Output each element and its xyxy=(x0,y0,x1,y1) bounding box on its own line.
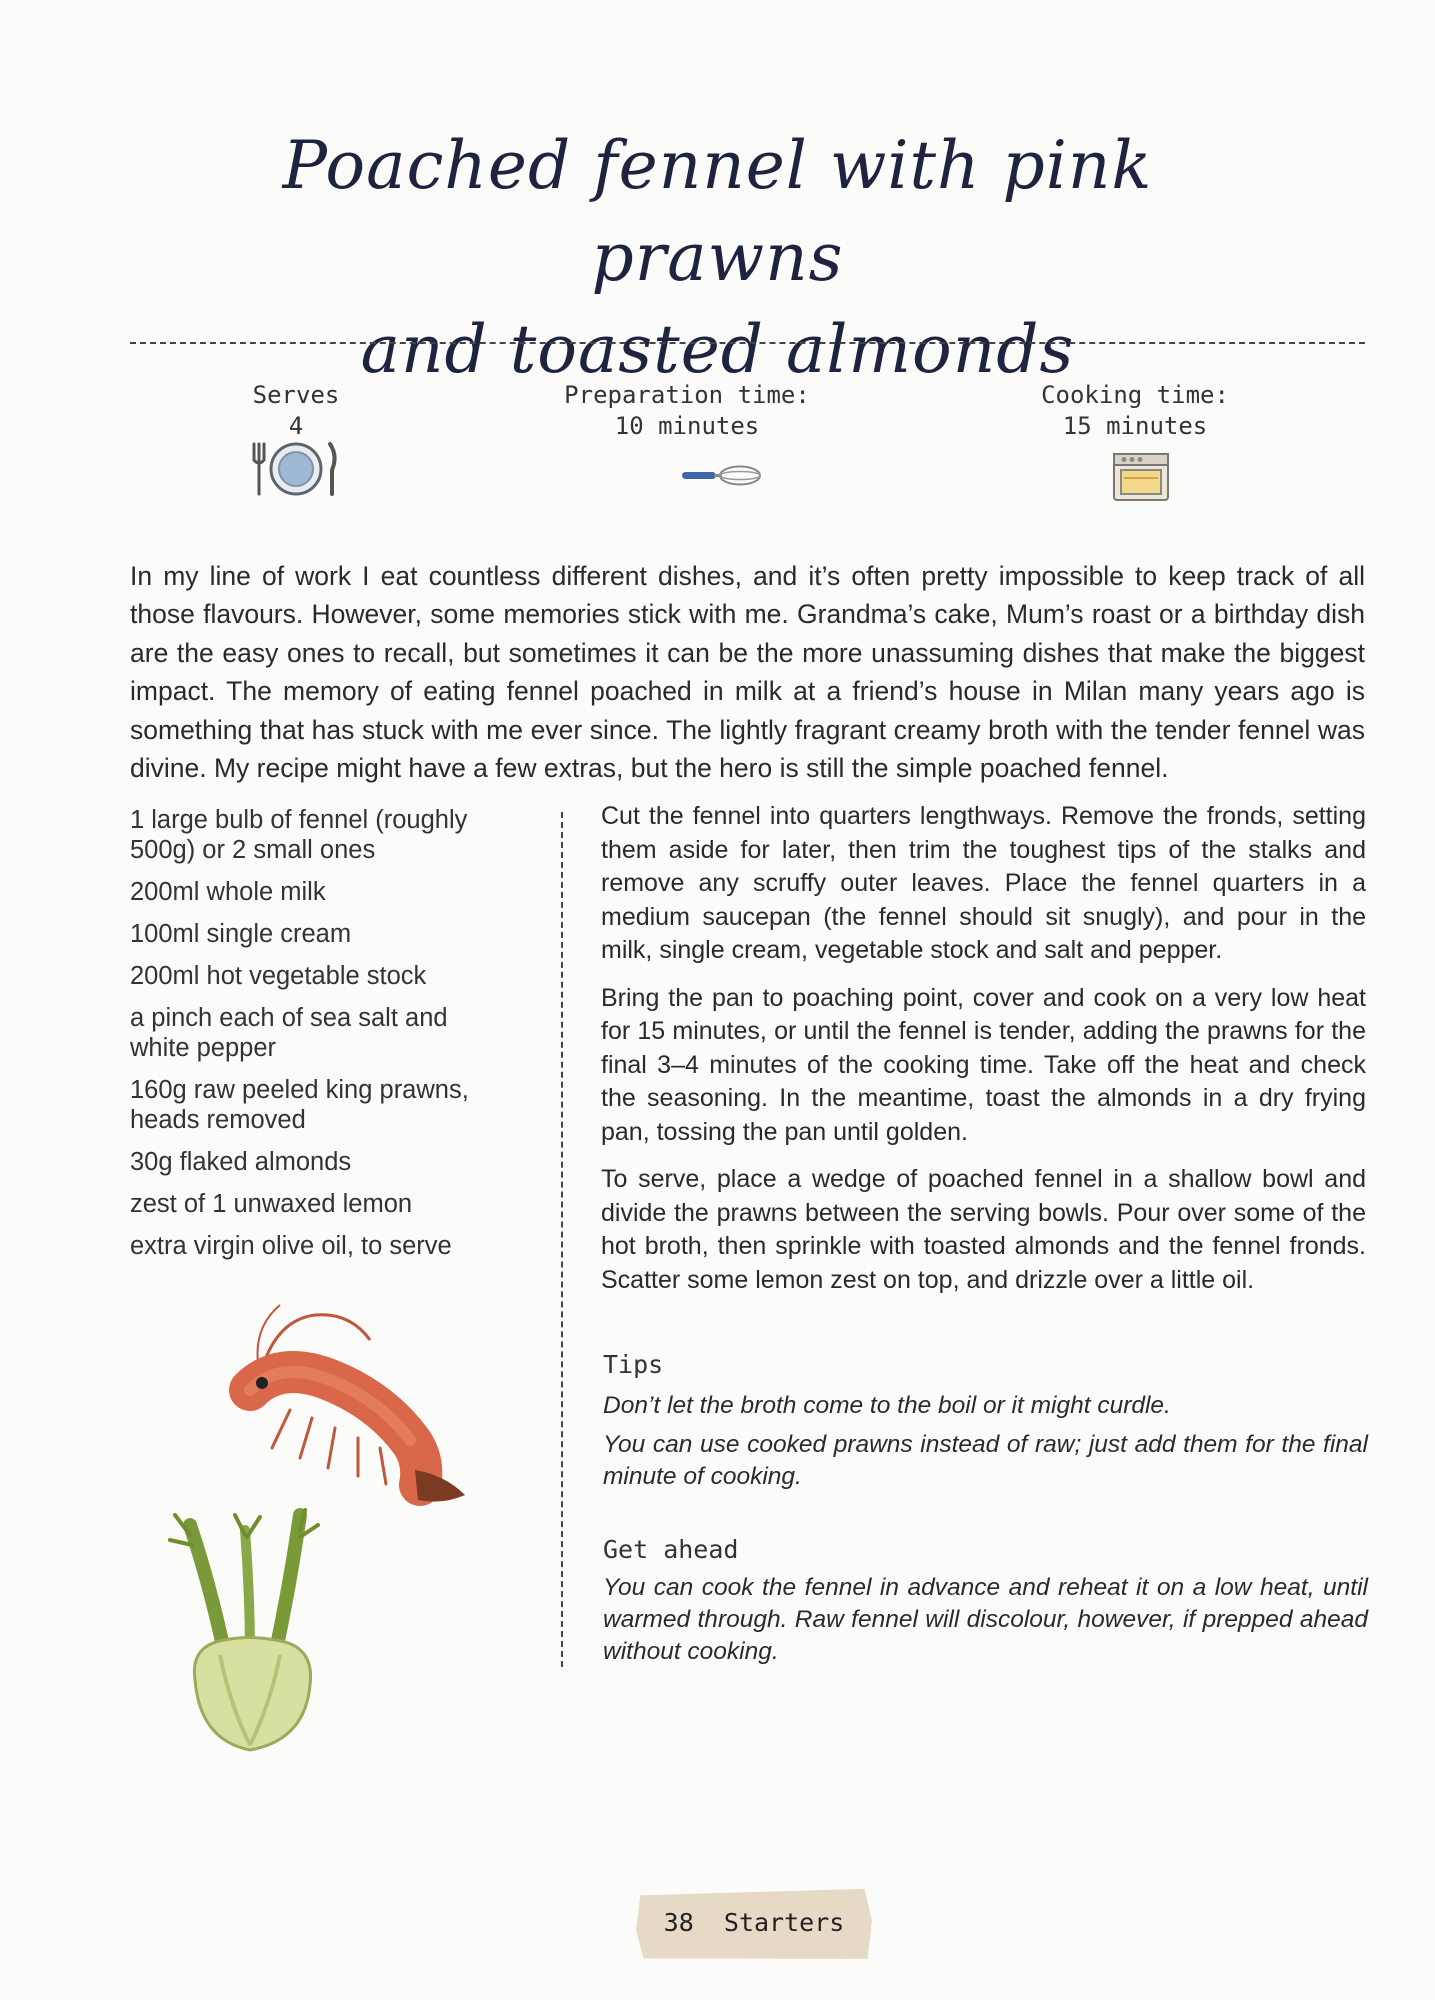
ingredients-list xyxy=(130,805,500,1273)
method-step: To serve, place a wedge of poached fennel in a shallow bowl and divide the prawns between the serving bowls. Pour over some of the hot broth, then sprinkle with toasted almonds and the fennel fronds. Scatter some lemon zest on top, and drizzle over a little oil. xyxy=(601,1165,1366,1294)
get-ahead-heading: Get ahead xyxy=(603,1535,739,1564)
ingredient-item: 200ml whole milk xyxy=(130,878,326,906)
cooking-time-block xyxy=(965,380,1305,442)
recipe-title-line-1: Poached fennel with pink prawns xyxy=(282,127,1153,296)
ingredient-item: 100ml single cream xyxy=(130,920,352,948)
cooking-time-label: Cooking time: xyxy=(1041,381,1229,409)
cooking-time-value: 15 minutes xyxy=(1062,412,1208,440)
ingredient-item: 1 large bulb of fennel (roughly 500g) or 2 small ones xyxy=(130,806,468,864)
ingredient-item: a pinch each of sea salt and white pepper xyxy=(130,1004,448,1062)
ingredient-item: zest of 1 unwaxed lemon xyxy=(130,1190,413,1218)
tip-item: Don’t let the broth come to the boil or it might curdle. xyxy=(603,1392,1171,1419)
prep-time-block xyxy=(517,380,857,442)
cutlery-plate-icon xyxy=(246,440,346,498)
prep-time-value: 10 minutes xyxy=(614,412,760,440)
page-number: 38 xyxy=(663,1908,694,1937)
intro-paragraph: In my line of work I eat countless different dishes, and it’s often pretty impossible to keep track of all those flavours. However, some memories stick with me. Grandma’s cake, Mum’s roast or a birthday dish are the easy ones to recall, but sometimes it can be the more unassuming dishes that make the biggest impact. The memory of eating fennel poached in milk at a friend’s house in Milan many years ago is something that has stuck with me ever since. The lightly fragrant creamy broth with the tender fennel was divine. My recipe might have a few extras, but the hero is still the simple poached fennel. xyxy=(130,560,1365,783)
method-step: Cut the fennel into quarters lengthways. Remove the fronds, setting them aside for later, then trim the toughest tips of the stalks and remove any scruffy outer leaves. Place the fennel quarters in a medium saucepan (the fennel should sit snugly), and pour in the milk, single cream, vegetable stock and salt and pepper. xyxy=(601,802,1366,964)
oven-icon xyxy=(1112,452,1170,502)
serves-value: 4 xyxy=(288,412,304,440)
recipe-title xyxy=(150,120,1285,396)
tips-heading: Tips xyxy=(603,1350,664,1379)
method-step: Bring the pan to poaching point, cover and cook on a very low heat for 15 minutes, or until the fennel is tender, adding the prawns for the final 3–4 minutes of the cooking time. Take off the heat and check the seasoning. In the meantime, toast the almonds in a dry frying pan, tossing the pan until golden. xyxy=(601,983,1366,1146)
footer-label xyxy=(636,1908,872,1937)
get-ahead-text: You can cook the fennel in advance and reheat it on a low heat, until warmed through. Raw fennel will discolour, however, if prepped ahead without cooking. xyxy=(603,1574,1368,1665)
serves-block xyxy=(126,380,466,442)
column-divider xyxy=(561,812,563,1667)
serves-label: Serves xyxy=(252,381,340,409)
prawn-illustration xyxy=(220,1300,480,1520)
method-section xyxy=(601,800,1366,1311)
ingredient-item: 160g raw peeled king prawns, heads removed xyxy=(130,1076,469,1134)
tip-item: You can use cooked prawns instead of raw; just add them for the final minute of cooking. xyxy=(603,1431,1368,1490)
recipe-title-line-2: and toasted almonds xyxy=(360,311,1075,388)
title-divider xyxy=(130,342,1365,344)
prep-time-label: Preparation time: xyxy=(564,381,810,409)
fennel-illustration xyxy=(150,1505,350,1765)
section-name: Starters xyxy=(723,1908,845,1937)
ingredient-item: 200ml hot vegetable stock xyxy=(130,962,427,990)
ingredient-item: 30g flaked almonds xyxy=(130,1148,352,1176)
ingredient-item: extra virgin olive oil, to serve xyxy=(130,1232,452,1260)
whisk-icon xyxy=(680,462,764,488)
